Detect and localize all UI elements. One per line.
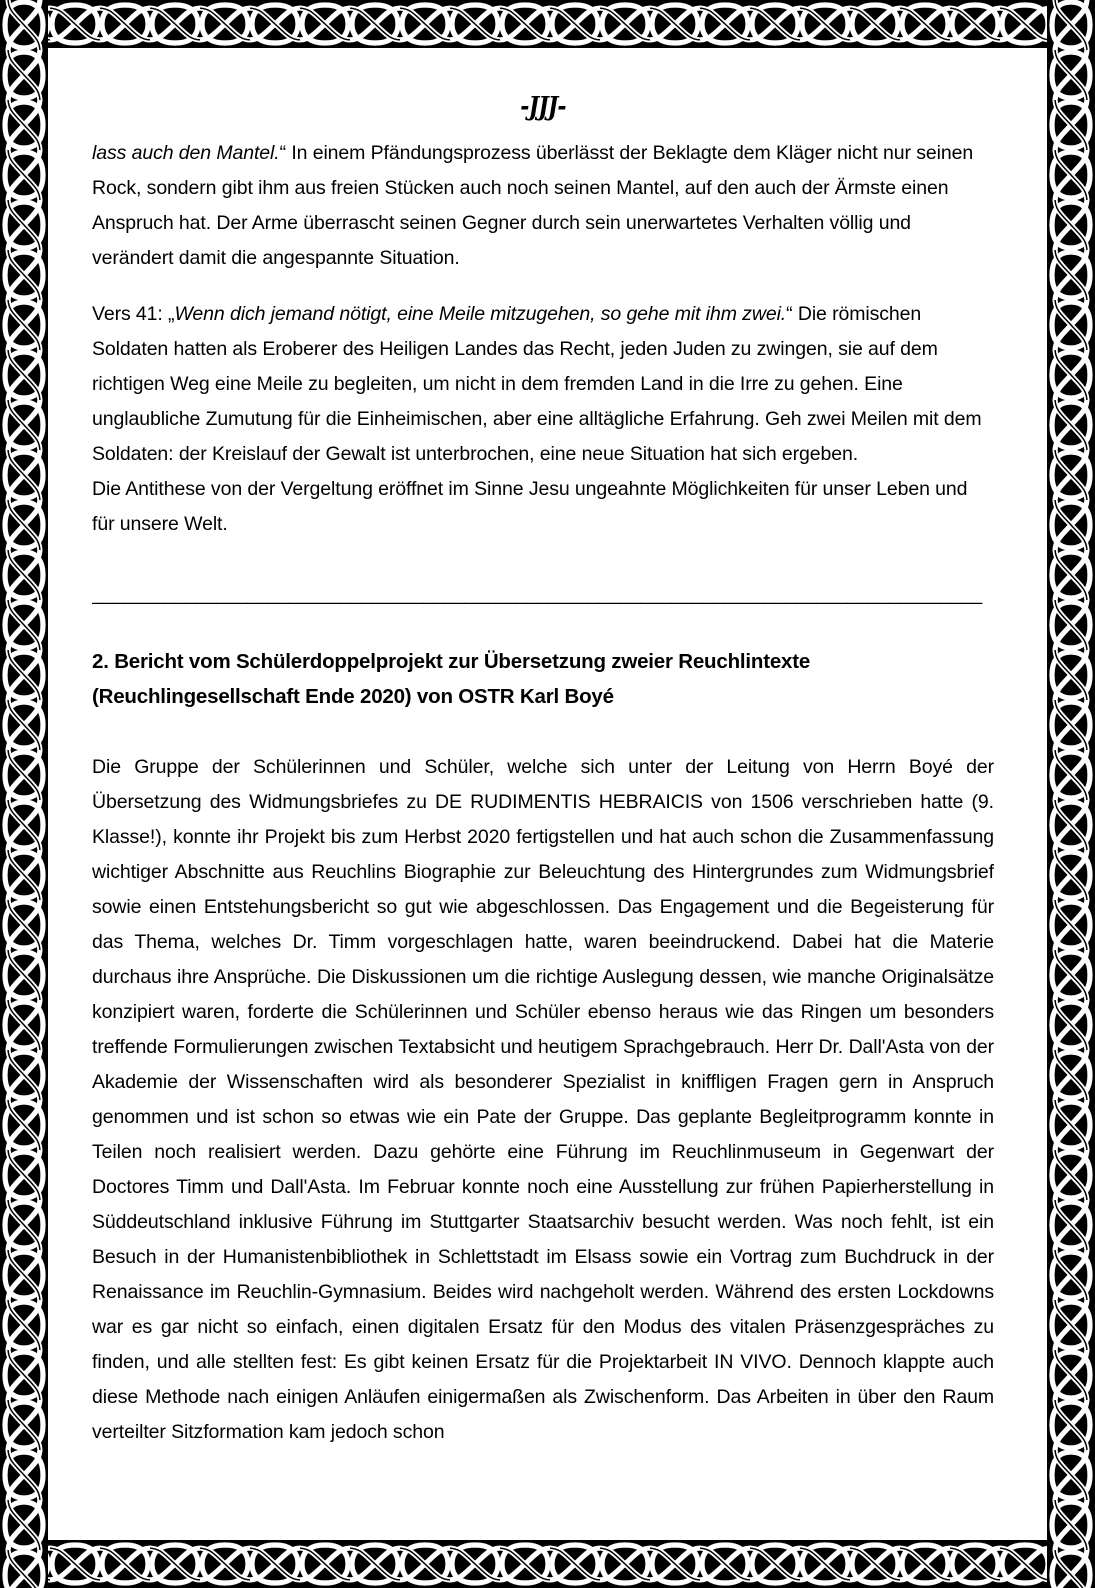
paragraph-mantel-text: “ In einem Pfändungsprozess überlässt der Beklagte dem Kläger nicht nur seinen Rock, sondern gibt ihm aus freien Stücken auch noch seinen Mantel, auf den auch der Ärmste einen Anspruch hat. Der Arme überrascht seinen Gegner durch sein unerwartetes Verhalten völlig und verändert damit die angespannte Situation. xyxy=(92,142,974,269)
section-heading xyxy=(92,644,994,714)
page-sheet xyxy=(48,48,1047,1540)
paragraph-vers41 xyxy=(92,297,994,542)
border-strip-left xyxy=(0,0,48,1588)
report-body-paragraph: Die Gruppe der Schülerinnen und Schüler, welche sich unter der Leitung von Herrn Boyé der Übersetzung des Widmungsbriefes zu DE RUDIMENTIS HEBRAICIS von 1506 verschrieben hatte (9. Klasse!), konnte ihr Projekt bis zum Herbst 2020 fertigstellen und hat auch schon die Zusammenfassung wichtiger Abschnitte aus Reuchlins Biographie zur Beleuchtung des Hintergrundes zum Widmungsbrief sowie einen Entstehungsbericht so gut wie abgeschlossen. Das Engagement und die Begeisterung für das Thema, welches Dr. Timm vorgeschlagen hatte, waren beeindruckend. Dabei hat die Materie durchaus ihre Ansprüche. Die Diskussionen um die richtige Auslegung dessen, wie manche Originalsätze konzipiert waren, forderte die Schülerinnen und Schüler ebenso heraus wie das Ringen um besonders treffende Formulierungen zwischen Textabsicht und heutigem Sprachgebrauch. Herr Dr. Dall'Asta von der Akademie der Wissenschaften wird als besonderer Spezialist in kniffligen Fragen gern in Anspruch genommen und ist schon so etwas wie ein Pate der Gruppe. Das geplante Begleitprogramm konnte in Teilen noch realisiert werden. Dazu gehörte eine Führung im Reuchlinmuseum in Gegenwart der Doctores Timm und Dall'Asta. Im Februar konnte noch eine Ausstellung zur frühen Papierherstellung in Süddeutschland inklusive Führung im Stuttgarter Staatsarchiv besucht werden. Was noch fehlt, ist ein Besuch in der Humanistenbibliothek in Schlettstadt im Elsass sowie ein Vortrag zum Buchdruck in der Renaissance im Reuchlin-Gymnasium. Beides wird nachgeholt werden. Während des ersten Lockdowns war es gar nicht so einfach, einen digitalen Ersatz für den Modus des vitalen Präsenzgespräches zu finden, und alle stellten fest: Es gibt keinen Ersatz für die Projektarbeit IN VIVO. Dennoch klappte auch diese Methode nach einigen Anläufen einigermaßen als Zwischenform. Das Arbeiten in über den Raum verteilter Sitzformation kam jedoch schon xyxy=(92,756,994,1443)
vers41-commentary: “ Die römischen Soldaten hatten als Eroberer des Heiligen Landes das Recht, jeden Juden zu zwingen, sie auf dem richtigen Weg eine Meile zu begleiten, um nicht in dem fremden Land in die Irre zu gehen. Eine unglaubliche Zumutung für die Einheimischen, aber eine alltägliche Erfahrung. Geh zwei Meilen mit dem Soldaten: der Kreislauf der Gewalt ist unterbrochen, eine neue Situation hat sich ergeben. xyxy=(92,303,982,465)
quote-italic-vers41: Wenn dich jemand nötigt, eine Meile mitzugehen, so gehe mit ihm zwei. xyxy=(174,303,787,325)
section-heading-line2: (Reuchlingesellschaft Ende 2020) von OSTR Karl Boyé xyxy=(92,685,614,708)
border-strip-top xyxy=(0,0,1095,48)
section-heading-line1: 2. Bericht vom Schülerdoppelprojekt zur Übersetzung zweier Reuchlintexte xyxy=(92,650,811,673)
paragraph-mantel xyxy=(92,136,994,276)
border-strip-bottom xyxy=(0,1540,1095,1588)
border-strip-right xyxy=(1047,0,1095,1588)
page-folio-ornament: -JJJ- xyxy=(520,92,566,122)
vers41-prefix: Vers 41: „ xyxy=(92,303,175,325)
section-divider-rule: ______________________________________________________________________________________ xyxy=(92,584,982,605)
page-content xyxy=(92,48,994,1450)
quote-italic-mantel: lass auch den Mantel. xyxy=(92,142,280,164)
paragraph-antithese: Die Antithese von der Vergeltung eröffnet im Sinne Jesu ungeahnte Möglichkeiten für unser Leben und für unsere Welt. xyxy=(92,478,968,535)
